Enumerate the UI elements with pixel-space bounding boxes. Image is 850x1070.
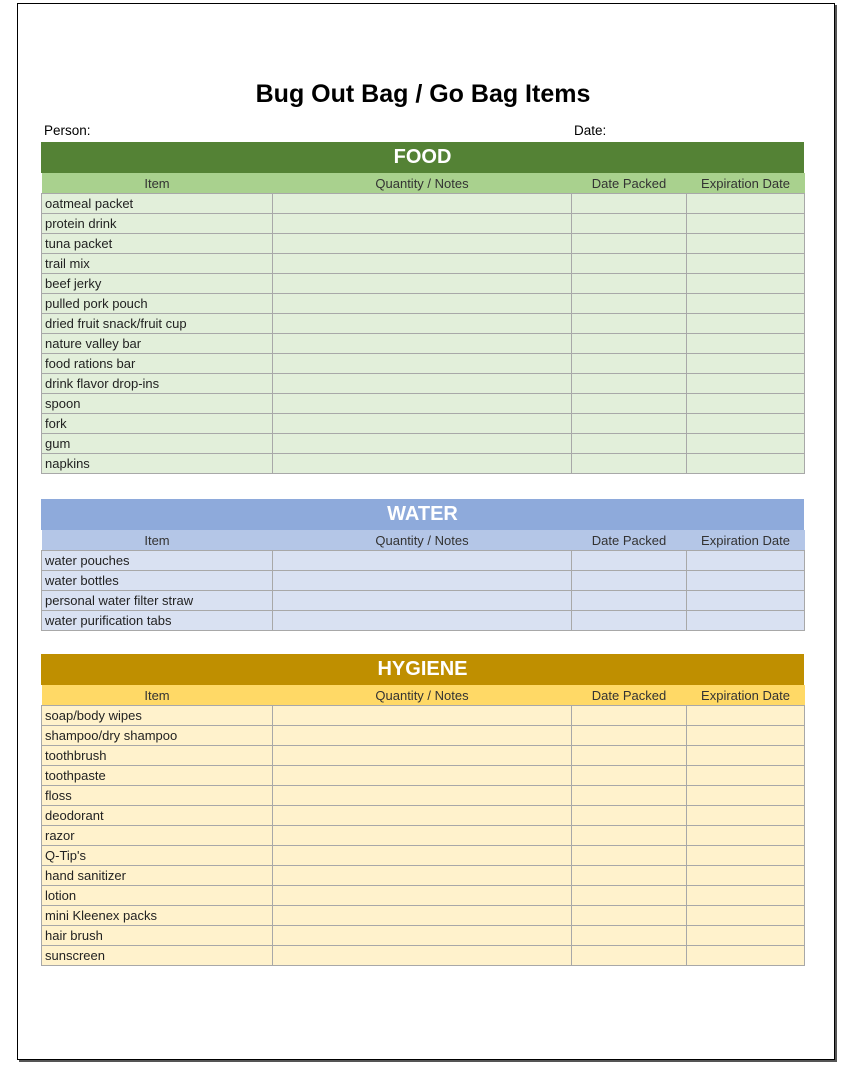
items-table xyxy=(41,530,805,631)
food-section xyxy=(41,142,804,474)
expiration-date-cell[interactable] xyxy=(687,454,805,474)
quantity-notes-cell[interactable] xyxy=(273,314,572,334)
date-packed-cell[interactable] xyxy=(572,434,687,454)
table-row xyxy=(42,194,805,214)
table-row xyxy=(42,946,805,966)
item-cell: pulled pork pouch xyxy=(42,294,273,314)
date-packed-cell[interactable] xyxy=(572,334,687,354)
quantity-notes-cell[interactable] xyxy=(273,591,572,611)
item-cell: personal water filter straw xyxy=(42,591,273,611)
quantity-notes-cell[interactable] xyxy=(273,434,572,454)
quantity-notes-cell[interactable] xyxy=(273,254,572,274)
expiration-date-cell[interactable] xyxy=(687,746,805,766)
date-packed-cell[interactable] xyxy=(572,591,687,611)
date-packed-cell[interactable] xyxy=(572,611,687,631)
table-row xyxy=(42,906,805,926)
column-header: Expiration Date xyxy=(687,173,805,194)
quantity-notes-cell[interactable] xyxy=(273,234,572,254)
water-section xyxy=(41,499,804,631)
expiration-date-cell[interactable] xyxy=(687,906,805,926)
item-cell: razor xyxy=(42,826,273,846)
date-packed-cell[interactable] xyxy=(572,294,687,314)
date-packed-cell[interactable] xyxy=(572,354,687,374)
item-cell: beef jerky xyxy=(42,274,273,294)
item-cell: mini Kleenex packs xyxy=(42,906,273,926)
items-table xyxy=(41,173,805,474)
column-header: Expiration Date xyxy=(687,685,805,706)
section-banner: HYGIENE xyxy=(41,654,804,685)
item-cell: toothbrush xyxy=(42,746,273,766)
column-header: Date Packed xyxy=(572,685,687,706)
date-packed-cell[interactable] xyxy=(572,394,687,414)
quantity-notes-cell[interactable] xyxy=(273,906,572,926)
column-header: Item xyxy=(42,173,273,194)
expiration-date-cell[interactable] xyxy=(687,826,805,846)
date-packed-cell[interactable] xyxy=(572,706,687,726)
date-packed-cell[interactable] xyxy=(572,866,687,886)
table-row xyxy=(42,294,805,314)
header-row xyxy=(42,173,805,194)
header-row xyxy=(42,685,805,706)
table-row xyxy=(42,746,805,766)
quantity-notes-cell[interactable] xyxy=(273,354,572,374)
date-packed-cell[interactable] xyxy=(572,454,687,474)
date-packed-cell[interactable] xyxy=(572,194,687,214)
quantity-notes-cell[interactable] xyxy=(273,726,572,746)
item-cell: nature valley bar xyxy=(42,334,273,354)
date-label: Date: xyxy=(574,123,607,138)
date-packed-cell[interactable] xyxy=(572,214,687,234)
expiration-date-cell[interactable] xyxy=(687,354,805,374)
table-row xyxy=(42,454,805,474)
item-cell: food rations bar xyxy=(42,354,273,374)
item-cell: Q-Tip's xyxy=(42,846,273,866)
date-packed-cell[interactable] xyxy=(572,806,687,826)
date-packed-cell[interactable] xyxy=(572,826,687,846)
items-table xyxy=(41,685,805,966)
expiration-date-cell[interactable] xyxy=(687,214,805,234)
column-header: Quantity / Notes xyxy=(273,173,572,194)
table-row xyxy=(42,806,805,826)
table-row xyxy=(42,866,805,886)
quantity-notes-cell[interactable] xyxy=(273,866,572,886)
expiration-date-cell[interactable] xyxy=(687,846,805,866)
table-row xyxy=(42,611,805,631)
quantity-notes-cell[interactable] xyxy=(273,926,572,946)
table-row xyxy=(42,786,805,806)
item-cell: toothpaste xyxy=(42,766,273,786)
header-row xyxy=(42,530,805,551)
quantity-notes-cell[interactable] xyxy=(273,551,572,571)
expiration-date-cell[interactable] xyxy=(687,866,805,886)
quantity-notes-cell[interactable] xyxy=(273,294,572,314)
quantity-notes-cell[interactable] xyxy=(273,766,572,786)
date-packed-cell[interactable] xyxy=(572,946,687,966)
table-row xyxy=(42,571,805,591)
item-cell: water bottles xyxy=(42,571,273,591)
item-cell: dried fruit snack/fruit cup xyxy=(42,314,273,334)
date-packed-cell[interactable] xyxy=(572,274,687,294)
column-header: Date Packed xyxy=(572,173,687,194)
item-cell: drink flavor drop-ins xyxy=(42,374,273,394)
quantity-notes-cell[interactable] xyxy=(273,946,572,966)
quantity-notes-cell[interactable] xyxy=(273,214,572,234)
quantity-notes-cell[interactable] xyxy=(273,334,572,354)
quantity-notes-cell[interactable] xyxy=(273,454,572,474)
item-cell: deodorant xyxy=(42,806,273,826)
item-cell: napkins xyxy=(42,454,273,474)
expiration-date-cell[interactable] xyxy=(687,194,805,214)
quantity-notes-cell[interactable] xyxy=(273,274,572,294)
expiration-date-cell[interactable] xyxy=(687,726,805,746)
item-cell: shampoo/dry shampoo xyxy=(42,726,273,746)
table-row xyxy=(42,274,805,294)
table-row xyxy=(42,886,805,906)
table-row xyxy=(42,314,805,334)
item-cell: hair brush xyxy=(42,926,273,946)
item-cell: trail mix xyxy=(42,254,273,274)
item-cell: floss xyxy=(42,786,273,806)
table-row xyxy=(42,434,805,454)
section-banner: WATER xyxy=(41,499,804,530)
expiration-date-cell[interactable] xyxy=(687,254,805,274)
expiration-date-cell[interactable] xyxy=(687,571,805,591)
table-row xyxy=(42,234,805,254)
expiration-date-cell[interactable] xyxy=(687,334,805,354)
expiration-date-cell[interactable] xyxy=(687,926,805,946)
expiration-date-cell[interactable] xyxy=(687,611,805,631)
quantity-notes-cell[interactable] xyxy=(273,194,572,214)
expiration-date-cell[interactable] xyxy=(687,294,805,314)
date-packed-cell[interactable] xyxy=(572,726,687,746)
quantity-notes-cell[interactable] xyxy=(273,374,572,394)
expiration-date-cell[interactable] xyxy=(687,414,805,434)
item-cell: gum xyxy=(42,434,273,454)
quantity-notes-cell[interactable] xyxy=(273,806,572,826)
date-packed-cell[interactable] xyxy=(572,551,687,571)
date-packed-cell[interactable] xyxy=(572,374,687,394)
table-row xyxy=(42,354,805,374)
date-packed-cell[interactable] xyxy=(572,906,687,926)
table-row xyxy=(42,414,805,434)
column-header: Item xyxy=(42,530,273,551)
date-packed-cell[interactable] xyxy=(572,926,687,946)
column-header: Expiration Date xyxy=(687,530,805,551)
expiration-date-cell[interactable] xyxy=(687,434,805,454)
item-cell: spoon xyxy=(42,394,273,414)
table-row xyxy=(42,551,805,571)
table-row xyxy=(42,591,805,611)
quantity-notes-cell[interactable] xyxy=(273,394,572,414)
expiration-date-cell[interactable] xyxy=(687,551,805,571)
column-header: Item xyxy=(42,685,273,706)
column-header: Date Packed xyxy=(572,530,687,551)
table-row xyxy=(42,374,805,394)
expiration-date-cell[interactable] xyxy=(687,234,805,254)
item-cell: water pouches xyxy=(42,551,273,571)
quantity-notes-cell[interactable] xyxy=(273,886,572,906)
expiration-date-cell[interactable] xyxy=(687,591,805,611)
item-cell: tuna packet xyxy=(42,234,273,254)
table-row xyxy=(42,706,805,726)
table-row xyxy=(42,826,805,846)
expiration-date-cell[interactable] xyxy=(687,706,805,726)
date-packed-cell[interactable] xyxy=(572,414,687,434)
expiration-date-cell[interactable] xyxy=(687,886,805,906)
item-cell: sunscreen xyxy=(42,946,273,966)
column-header: Quantity / Notes xyxy=(273,685,572,706)
date-packed-cell[interactable] xyxy=(572,234,687,254)
expiration-date-cell[interactable] xyxy=(687,806,805,826)
quantity-notes-cell[interactable] xyxy=(273,786,572,806)
person-label: Person: xyxy=(44,123,91,138)
table-row xyxy=(42,334,805,354)
table-row xyxy=(42,214,805,234)
item-cell: hand sanitizer xyxy=(42,866,273,886)
date-packed-cell[interactable] xyxy=(572,571,687,591)
table-row xyxy=(42,254,805,274)
quantity-notes-cell[interactable] xyxy=(273,846,572,866)
quantity-notes-cell[interactable] xyxy=(273,706,572,726)
item-cell: lotion xyxy=(42,886,273,906)
date-packed-cell[interactable] xyxy=(572,786,687,806)
quantity-notes-cell[interactable] xyxy=(273,571,572,591)
column-header: Quantity / Notes xyxy=(273,530,572,551)
expiration-date-cell[interactable] xyxy=(687,766,805,786)
quantity-notes-cell[interactable] xyxy=(273,826,572,846)
table-row xyxy=(42,926,805,946)
item-cell: soap/body wipes xyxy=(42,706,273,726)
expiration-date-cell[interactable] xyxy=(687,394,805,414)
date-packed-cell[interactable] xyxy=(572,886,687,906)
date-packed-cell[interactable] xyxy=(572,766,687,786)
quantity-notes-cell[interactable] xyxy=(273,746,572,766)
expiration-date-cell[interactable] xyxy=(687,274,805,294)
item-cell: protein drink xyxy=(42,214,273,234)
table-row xyxy=(42,394,805,414)
expiration-date-cell[interactable] xyxy=(687,946,805,966)
item-cell: water purification tabs xyxy=(42,611,273,631)
item-cell: fork xyxy=(42,414,273,434)
section-banner: FOOD xyxy=(41,142,804,173)
expiration-date-cell[interactable] xyxy=(687,374,805,394)
quantity-notes-cell[interactable] xyxy=(273,414,572,434)
table-row xyxy=(42,766,805,786)
item-cell: oatmeal packet xyxy=(42,194,273,214)
page-title: Bug Out Bag / Go Bag Items xyxy=(255,80,591,108)
quantity-notes-cell[interactable] xyxy=(273,611,572,631)
expiration-date-cell[interactable] xyxy=(687,314,805,334)
date-packed-cell[interactable] xyxy=(572,254,687,274)
hygiene-section xyxy=(41,654,804,966)
table-row xyxy=(42,846,805,866)
date-packed-cell[interactable] xyxy=(572,314,687,334)
date-packed-cell[interactable] xyxy=(572,846,687,866)
table-row xyxy=(42,726,805,746)
expiration-date-cell[interactable] xyxy=(687,786,805,806)
date-packed-cell[interactable] xyxy=(572,746,687,766)
